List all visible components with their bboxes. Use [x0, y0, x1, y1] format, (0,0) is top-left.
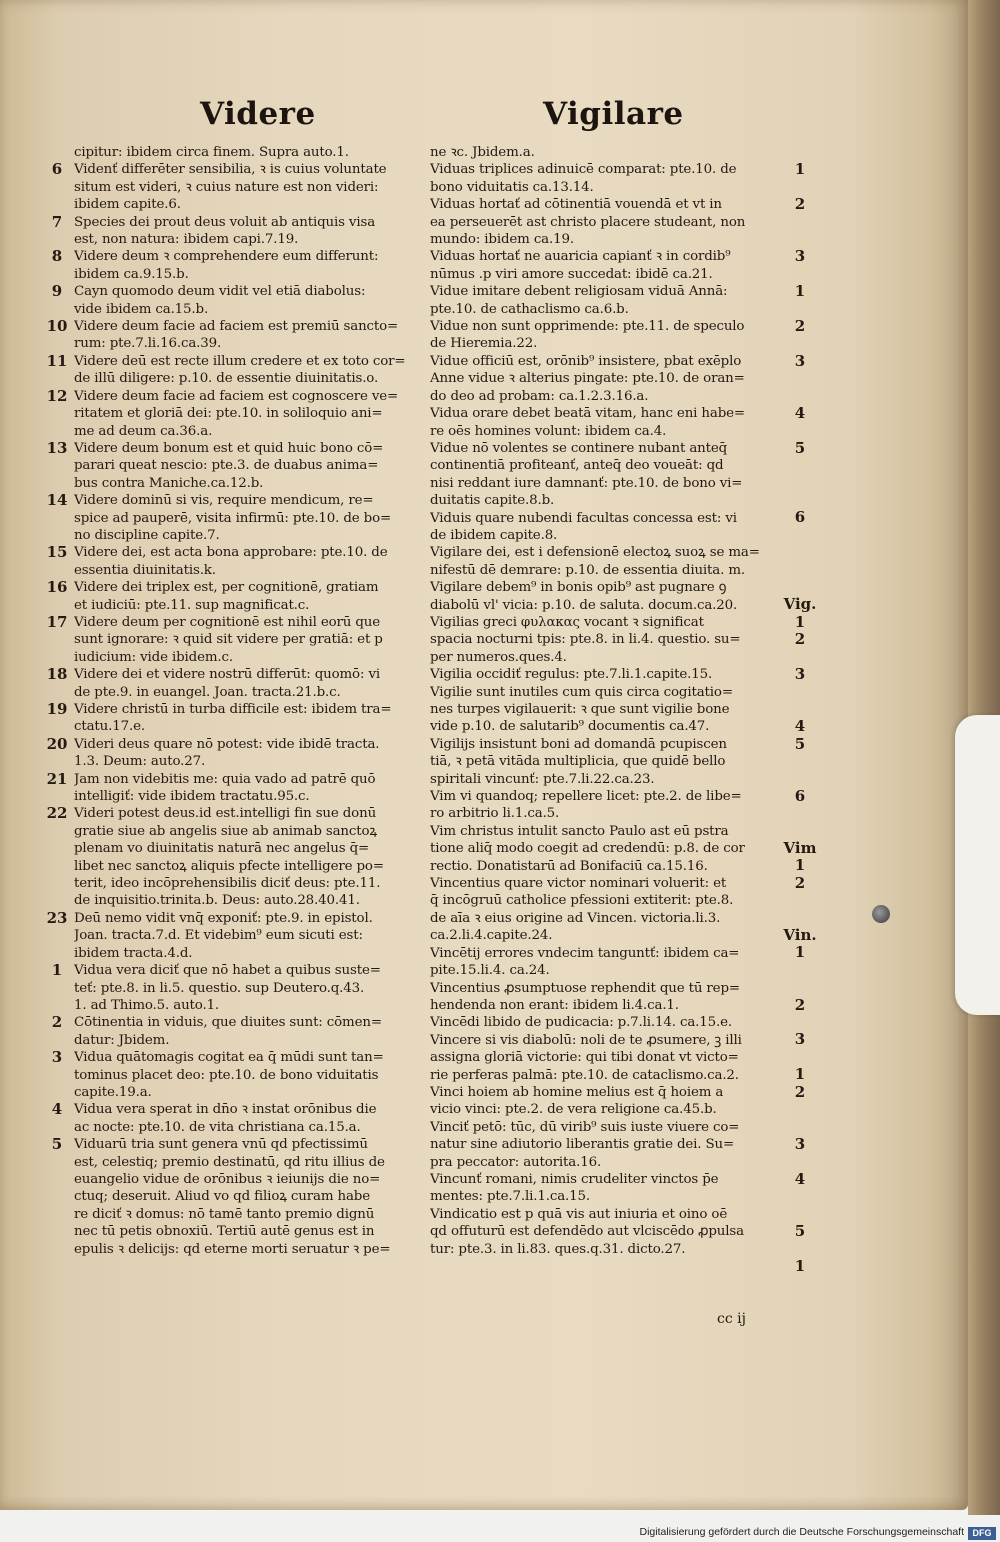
entry-text	[74, 1136, 430, 1258]
text-line: ro arbitrio li.1.ca.5.	[430, 806, 560, 822]
entry-number: 4	[51, 1100, 63, 1119]
entry-text	[430, 544, 840, 579]
text-line: de Hieremia.22.	[430, 336, 538, 352]
entry-text	[74, 492, 430, 544]
margin-note: 5	[794, 438, 806, 457]
index-entry	[430, 144, 840, 161]
text-line: datur: Jbidem.	[74, 1032, 170, 1048]
entry-text	[430, 144, 840, 161]
text-line: ibidem capite.6.	[74, 197, 181, 213]
text-line: Vidue imitare debent religiosam viduā Annā:	[430, 284, 728, 300]
margin-note: 4	[794, 1169, 806, 1188]
running-head-left: Videre	[200, 96, 316, 132]
entry-text	[74, 283, 430, 318]
text-line: ne ꝛc. Jbidem.a.	[430, 145, 535, 160]
text-line: est, celestiq; premio destinatū, qd̄ ritu illius de	[74, 1154, 385, 1170]
text-line: hendenda non erant: ibidem li.4.ca.1.	[430, 997, 679, 1013]
entry-text	[74, 1014, 430, 1049]
entry-number: 23	[46, 908, 68, 927]
text-line: Vigilare dei, est i defensionē electoꝝ suoꝝ se ma=	[430, 545, 760, 561]
margin-note: 4	[794, 404, 806, 422]
text-line: Videre deum facie ad faciem est cognoscere ve=	[74, 388, 399, 404]
text-line: nifestū dē demrare: p.10. de essentia diuita. m.	[430, 562, 745, 578]
index-entry	[40, 283, 430, 318]
entry-text	[74, 962, 430, 1014]
entry-number: 20	[46, 734, 68, 753]
text-line: pte.10. de cathaclismo ca.6.b.	[430, 301, 629, 317]
left-column	[40, 144, 430, 1258]
text-line: Videre deum facie ad faciem est premiū sancto=	[74, 319, 399, 335]
text-line: plenam vo diuinitatis naturā nec angelus q̄=	[74, 841, 370, 857]
entry-number: 22	[46, 804, 68, 823]
entry-text	[74, 318, 430, 353]
margin-note: 3	[794, 247, 806, 266]
entry-number: 6	[51, 160, 63, 179]
margin-note: 1	[794, 1256, 806, 1275]
text-line: cipitur: ibidem circa finem. Supra auto.1.	[74, 145, 349, 160]
entry-text	[74, 248, 430, 283]
text-line: vide p.10. de salutarib⁹ documentis ca.47.	[430, 719, 710, 735]
footer-credit: Digitalisierung gefördert durch die Deutsche Forschungsgemeinschaft	[639, 1526, 964, 1538]
margin-note: 5	[794, 1221, 806, 1240]
margin-note: 1	[794, 282, 806, 301]
text-line: Vidua vera diciť que nō habet a quibus suste=	[74, 963, 381, 979]
text-line: me ad deum ca.36.a.	[74, 423, 213, 439]
text-line: mundo: ibidem ca.19.	[430, 232, 574, 248]
text-line: Vigilare debem⁹ in bonis opib⁹ ast pugnare ꝯ	[430, 580, 727, 596]
index-entry	[40, 1136, 430, 1258]
text-line: do deo ad probam: ca.1.2.3.16.a.	[430, 388, 649, 404]
index-entry	[40, 666, 430, 701]
index-entry	[40, 214, 430, 249]
margin-note: 1	[794, 943, 806, 962]
text-line: Videre deum ꝛ comprehendere eum differunt:	[74, 249, 379, 265]
text-line: Videri deus quare nō potest: vide ibidē tracta.	[74, 736, 380, 752]
text-line: Deū nemo vidit vnq̄ exponiť: pte.9. in epistol.	[74, 910, 373, 926]
index-entry	[40, 248, 430, 283]
index-entry	[40, 318, 430, 353]
entry-number: 21	[46, 769, 68, 788]
text-line: teť: pte.8. in li.5. questio. sup Deutero.q.43.	[74, 980, 365, 996]
text-line: bus contra Maniche.ca.12.b.	[74, 475, 264, 491]
text-line: Videre dei et videre nostrū differūt: quomō: vi	[74, 667, 380, 683]
entry-number: 19	[46, 700, 68, 718]
text-line: capite.19.a.	[74, 1084, 152, 1100]
margin-note: 2	[794, 317, 806, 335]
text-line: Cōtinentia in viduis, que diuites sunt: cōmen=	[74, 1015, 382, 1031]
text-line: tiā, ꝛ petā vitāda multiplicia, que quidē bello	[430, 754, 726, 770]
text-line: iudicium: vide ibidem.c.	[74, 649, 233, 665]
text-line: rectio. Donatistarū ad Bonifaciū ca.15.16.	[430, 858, 708, 874]
entry-text	[430, 1014, 840, 1031]
text-line: Vincentius quare victor nominari voluerit: et	[430, 876, 727, 892]
entry-number: 3	[51, 1048, 63, 1067]
text-line: nūmus .p viri amore succedat: ibidē ca.21.	[430, 266, 713, 282]
index-entry	[40, 1101, 430, 1136]
text-line: ctatu.17.e.	[74, 719, 145, 735]
margin-note: 2	[794, 630, 806, 649]
dfg-logo: DFG	[968, 1527, 996, 1540]
index-entry	[40, 440, 430, 492]
index-entry	[40, 544, 430, 579]
text-line: de ibidem capite.8.	[430, 527, 558, 543]
index-entry	[430, 544, 840, 579]
text-line: Viduas triplices adinuicē comparat: pte.10. de	[430, 162, 737, 178]
text-line: assigna gloriā victorie: qui tibi donat vt victo=	[430, 1050, 739, 1066]
text-line: libet nec sanctoꝝ aliquis pfecte intelligere po=	[74, 858, 384, 874]
text-line: Vidua orare debet beatā vitam, hanc eni habe=	[430, 406, 745, 422]
text-line: Videre dei triplex est, per cognitionē, gratiam	[74, 580, 379, 596]
text-line: Vidua quātomagis cogitat ea q̄ mūdi sunt tan=	[74, 1050, 384, 1066]
text-line: essentia diuinitatis.k.	[74, 562, 216, 578]
entry-number: 2	[51, 1013, 63, 1032]
text-line: et iudiciū: pte.11. sup magnificat.c.	[74, 597, 310, 613]
text-line: de inquisitio.trinita.b. Deus: auto.28.40.41.	[74, 893, 360, 909]
text-line: Viduas hortať ne auaricia capianť ꝛ in cordib⁹	[430, 249, 731, 265]
text-line: Vigilias greci φυλακας vocant ꝛ significat	[430, 614, 704, 630]
index-entry	[40, 805, 430, 909]
text-line: tur: pte.3. in li.83. ques.q.31. dicto.27.	[430, 1241, 686, 1257]
text-line: qd̄ offuturū est defendēdo aut vlciscēdo ꝓpulsa	[430, 1224, 744, 1240]
margin-note: 4	[794, 717, 806, 736]
index-entry	[40, 614, 430, 666]
text-line: re diciť ꝛ domus: nō tamē tanto premio dignū	[74, 1206, 375, 1222]
text-line: Videnť differēter sensibilia, ꝛ is cuius voluntate	[74, 162, 387, 178]
entry-text	[74, 440, 430, 492]
entry-text	[74, 579, 430, 614]
text-line: spacia nocturni tpis: pte.8. in li.4. questio. su=	[430, 632, 741, 648]
entry-number: 11	[46, 351, 68, 370]
index-entry	[40, 579, 430, 614]
text-line: Vidua vera sperat in dn̄o ꝛ instat orōnibus die	[74, 1102, 377, 1118]
text-line: ibidem tracta.4.d.	[74, 945, 193, 961]
text-line: rum: pte.7.li.16.ca.39.	[74, 336, 222, 352]
text-line: bono viduitatis ca.13.14.	[430, 179, 594, 195]
text-line: ritatem et gloriā dei: pte.10. in soliloquio ani=	[74, 406, 383, 422]
entry-text	[74, 771, 430, 806]
text-line: pite.15.li.4. ca.24.	[430, 963, 550, 979]
text-line: Viduarū tria sunt genera vnū qd̄ pfectissimū	[74, 1137, 368, 1153]
entry-text	[74, 666, 430, 701]
margin-note: 3	[794, 1134, 806, 1153]
text-line: Videre deū est recte illum credere et ex toto cor=	[74, 353, 406, 369]
entry-text	[74, 1049, 430, 1101]
margin-note: 1	[794, 160, 806, 179]
index-entry	[40, 1049, 430, 1101]
text-line: per numeros.ques.4.	[430, 649, 567, 665]
text-line: ac nocte: pte.10. de vita christiana ca.15.a.	[74, 1119, 361, 1135]
text-line: Vidue nō volentes se continere nubant anteq̄	[430, 440, 728, 456]
text-line: pra peccator: autorita.16.	[430, 1154, 602, 1170]
margin-note: 2	[794, 995, 806, 1014]
text-line: de illū diligere: p.10. de essentie diuinitatis.o.	[74, 371, 379, 387]
entry-text	[74, 388, 430, 440]
text-line: nes turpes vigilauerit: ꝛ que sunt vigilie bone	[430, 702, 730, 717]
index-entry	[40, 353, 430, 388]
entry-text	[74, 614, 430, 666]
text-line: vicio vinci: pte.2. de vera religione ca.45.b.	[430, 1102, 717, 1118]
text-line: Viduis quare nubendi facultas concessa est: vi	[430, 510, 737, 526]
text-line: continentiā profiteanť, anteq̄ deo voueāt: qd̄	[430, 458, 724, 474]
text-line: tominus placet deo: pte.10. de bono viduitatis	[74, 1067, 379, 1083]
text-line: Vincētij errores vndecim tanguntť: ibidem ca=	[430, 945, 740, 961]
text-line: Vigilia occidiť regulus: pte.7.li.1.capite.15.	[430, 667, 713, 683]
entry-number: 16	[46, 578, 68, 597]
index-entry	[430, 1014, 840, 1031]
text-line: duitatis capite.8.b.	[430, 493, 555, 509]
entry-text	[74, 910, 430, 962]
entry-number: 14	[46, 491, 68, 510]
text-line: Vim christus intulit sancto Paulo ast eū pstra	[430, 823, 729, 839]
entry-number	[40, 144, 74, 161]
entry-text	[74, 144, 430, 161]
entry-number: 7	[51, 212, 63, 231]
entry-number: 13	[46, 438, 68, 457]
text-line: epulis ꝛ delicijs: qd̄ eterne morti seruatur ꝛ pe=	[74, 1241, 391, 1257]
text-line: Vincentius ꝓsumptuose rephendit que tū rep=	[430, 980, 740, 996]
text-line: Videre deum per cognitionē est nihil eorū que	[74, 614, 381, 630]
text-line: sunt ignorare: ꝛ quid sit videre per gratiā: et p	[74, 632, 383, 648]
text-line: parari queat nescio: pte.3. de duabus anima=	[74, 458, 379, 474]
text-line: Videre dominū si vis, require mendicum, re=	[74, 493, 374, 509]
text-line: 1.3. Deum: auto.27.	[74, 754, 206, 770]
margin-note: 6	[794, 508, 806, 527]
text-line: tione aliq̄ modo coegit ad credendū: p.8. de cor	[430, 841, 745, 857]
index-entry	[40, 962, 430, 1014]
text-line: Joan. tracta.7.d. Et videbim⁹ eum sicuti est:	[74, 928, 363, 944]
text-line: de aīa ꝛ eius origine ad Vincen. victoria.li.3.	[430, 910, 721, 926]
index-entry	[40, 161, 430, 213]
entry-number: 12	[46, 386, 68, 405]
text-line: q̄ incōgruū catholice pfessioni extiterit: pte.8.	[430, 893, 734, 909]
running-head-right: Vigilare	[543, 96, 684, 132]
entry-number: 17	[46, 612, 68, 631]
margin-note: 5	[794, 734, 806, 753]
text-line: nisi reddant iure damnanť: pte.10. de bono vi=	[430, 475, 743, 491]
index-entry	[40, 492, 430, 544]
text-line: gratie siue ab angelis siue ab animab sanctoꝝ	[74, 823, 377, 839]
text-line: Videre dei, est acta bona approbare: pte.10. de	[74, 545, 388, 561]
text-line: spice ad pauperē, visita infirmū: pte.10. de bo=	[74, 510, 392, 526]
text-line: Vincēdi libido de pudicacia: p.7.li.14. ca.15.e.	[430, 1015, 733, 1031]
text-line: Videre christū in turba difficile est: ibidem tra=	[74, 702, 392, 717]
text-line: ibidem ca.9.15.b.	[74, 266, 189, 282]
text-line: est, non natura: ibidem capi.7.19.	[74, 232, 299, 248]
text-line: nec tū petis obnoxiū. Tertiū autē genus est in	[74, 1224, 375, 1240]
index-entry	[40, 144, 430, 161]
text-line: natur sine adiutorio liberantis gratie dei. Su=	[430, 1137, 735, 1153]
margin-note: 3	[794, 1030, 806, 1049]
margin-note: 2	[794, 1082, 806, 1101]
text-line: euangelio vidue de orōnibus ꝛ ieiunijs die no=	[74, 1171, 381, 1187]
text-line: ca.2.li.4.capite.24.	[430, 928, 553, 944]
entry-text	[74, 701, 430, 736]
index-entry	[40, 388, 430, 440]
text-line: terit, ideo incōprehensibilis diciť deus: pte.11.	[74, 876, 381, 892]
entry-number: 10	[46, 317, 68, 336]
text-line: Vincunť romani, nimis crudeliter vinctos p̄e	[430, 1171, 719, 1187]
margin-note: 3	[794, 665, 806, 683]
text-line: Cayn quomodo deum vidit vel etiā diabolus:	[74, 284, 366, 300]
text-line: Vigilijs insistunt boni ad domandā pcupiscen	[430, 736, 727, 752]
text-line: re oēs homines volunt: ibidem ca.4.	[430, 423, 667, 439]
text-line: Viduas hortať ad cōtinentiā vouendā et vt in	[430, 197, 722, 213]
text-line: Vim vi quandoq; repellere licet: pte.2. de libe=	[430, 789, 742, 805]
text-line: Vindicatio est p quā vis aut iniuria et oino oē	[430, 1206, 728, 1222]
margin-note: 1	[794, 856, 806, 875]
text-line: Videri potest deus.id est.intelligi fin sue donū	[74, 806, 377, 822]
margin-note: 2	[794, 873, 806, 892]
entry-text	[74, 161, 430, 213]
text-line: diabolū vl' vicia: p.10. de saluta. docum.ca.20.	[430, 597, 738, 613]
entry-text	[74, 544, 430, 579]
margin-note: Vig.	[783, 595, 817, 614]
text-line: Jam non videbitis me: quia vado ad patrē quō	[74, 771, 376, 787]
text-line: Vinci hoiem ab homine melius est q̄ hoiem a	[430, 1084, 724, 1100]
text-line: ctuq; deseruit. Aliud vo qd̄ filioꝝ curam habe	[74, 1189, 370, 1205]
entry-text	[74, 353, 430, 388]
text-line: ea perseuerēt ast christo placere studeant, non	[430, 214, 746, 230]
paper-tab	[955, 715, 1000, 1015]
text-line: de pte.9. in euangel. Joan. tracta.21.b.c.	[74, 684, 341, 700]
entry-number: 15	[46, 543, 68, 562]
entry-number: 1	[51, 961, 63, 980]
text-line: Vigilie sunt inutiles cum quis circa cogitatio=	[430, 684, 733, 700]
signature-mark: cc ij	[717, 1311, 746, 1327]
text-line: rie perferas palmā: pte.10. de cataclismo.ca.2.	[430, 1067, 739, 1083]
text-line: Vidue non sunt opprimende: pte.11. de speculo	[430, 319, 745, 335]
entry-number: 5	[51, 1135, 63, 1154]
index-entry	[40, 736, 430, 771]
entry-number: 18	[46, 665, 68, 684]
text-line: mentes: pte.7.li.1.ca.15.	[430, 1189, 590, 1205]
margin-note: 1	[794, 1065, 806, 1084]
text-line: Videre deum bonum est et quid huic bono cō=	[74, 440, 384, 456]
margin-note: Vin.	[783, 926, 817, 944]
entry-text	[74, 805, 430, 909]
entry-text	[74, 736, 430, 771]
text-line: Vidue officiū est, orōnib⁹ insistere, pbat exēplo	[430, 353, 742, 369]
text-line: vide ibidem ca.15.b.	[74, 301, 209, 317]
text-line: Anne vidue ꝛ alterius pingate: pte.10. de oran=	[430, 371, 745, 387]
entry-number: 8	[51, 247, 63, 266]
entry-number: 9	[51, 282, 63, 301]
text-line: intelligiť: vide ibidem tractatu.95.c.	[74, 789, 310, 805]
margin-note: 2	[794, 195, 806, 214]
text-line: situm est videri, ꝛ cuius nature est non videri:	[74, 179, 379, 195]
text-line: no discipline capite.7.	[74, 527, 220, 543]
text-line: spiritali vincunť: pte.7.li.22.ca.23.	[430, 771, 655, 787]
pin-hole	[872, 905, 890, 923]
index-entry	[40, 701, 430, 736]
text-line: Vincere si vis diabolū: noli de te ꝓsumere, ꝫ illi	[430, 1032, 742, 1048]
text-line: 1. ad Thimo.5. auto.1.	[74, 997, 220, 1013]
margin-note: 3	[794, 351, 806, 370]
text-line: Vinciť petō: tūc, dū virib⁹ suis iuste viuere co=	[430, 1119, 740, 1135]
text-line: Species dei prout deus voluit ab antiquis visa	[74, 214, 376, 230]
margin-note: Vim	[783, 839, 817, 857]
margin-note: 6	[794, 786, 806, 805]
entry-text	[74, 214, 430, 249]
margin-note: 1	[794, 612, 806, 631]
index-entry	[40, 771, 430, 806]
index-entry	[40, 1014, 430, 1049]
index-entry	[40, 910, 430, 962]
entry-text	[74, 1101, 430, 1136]
